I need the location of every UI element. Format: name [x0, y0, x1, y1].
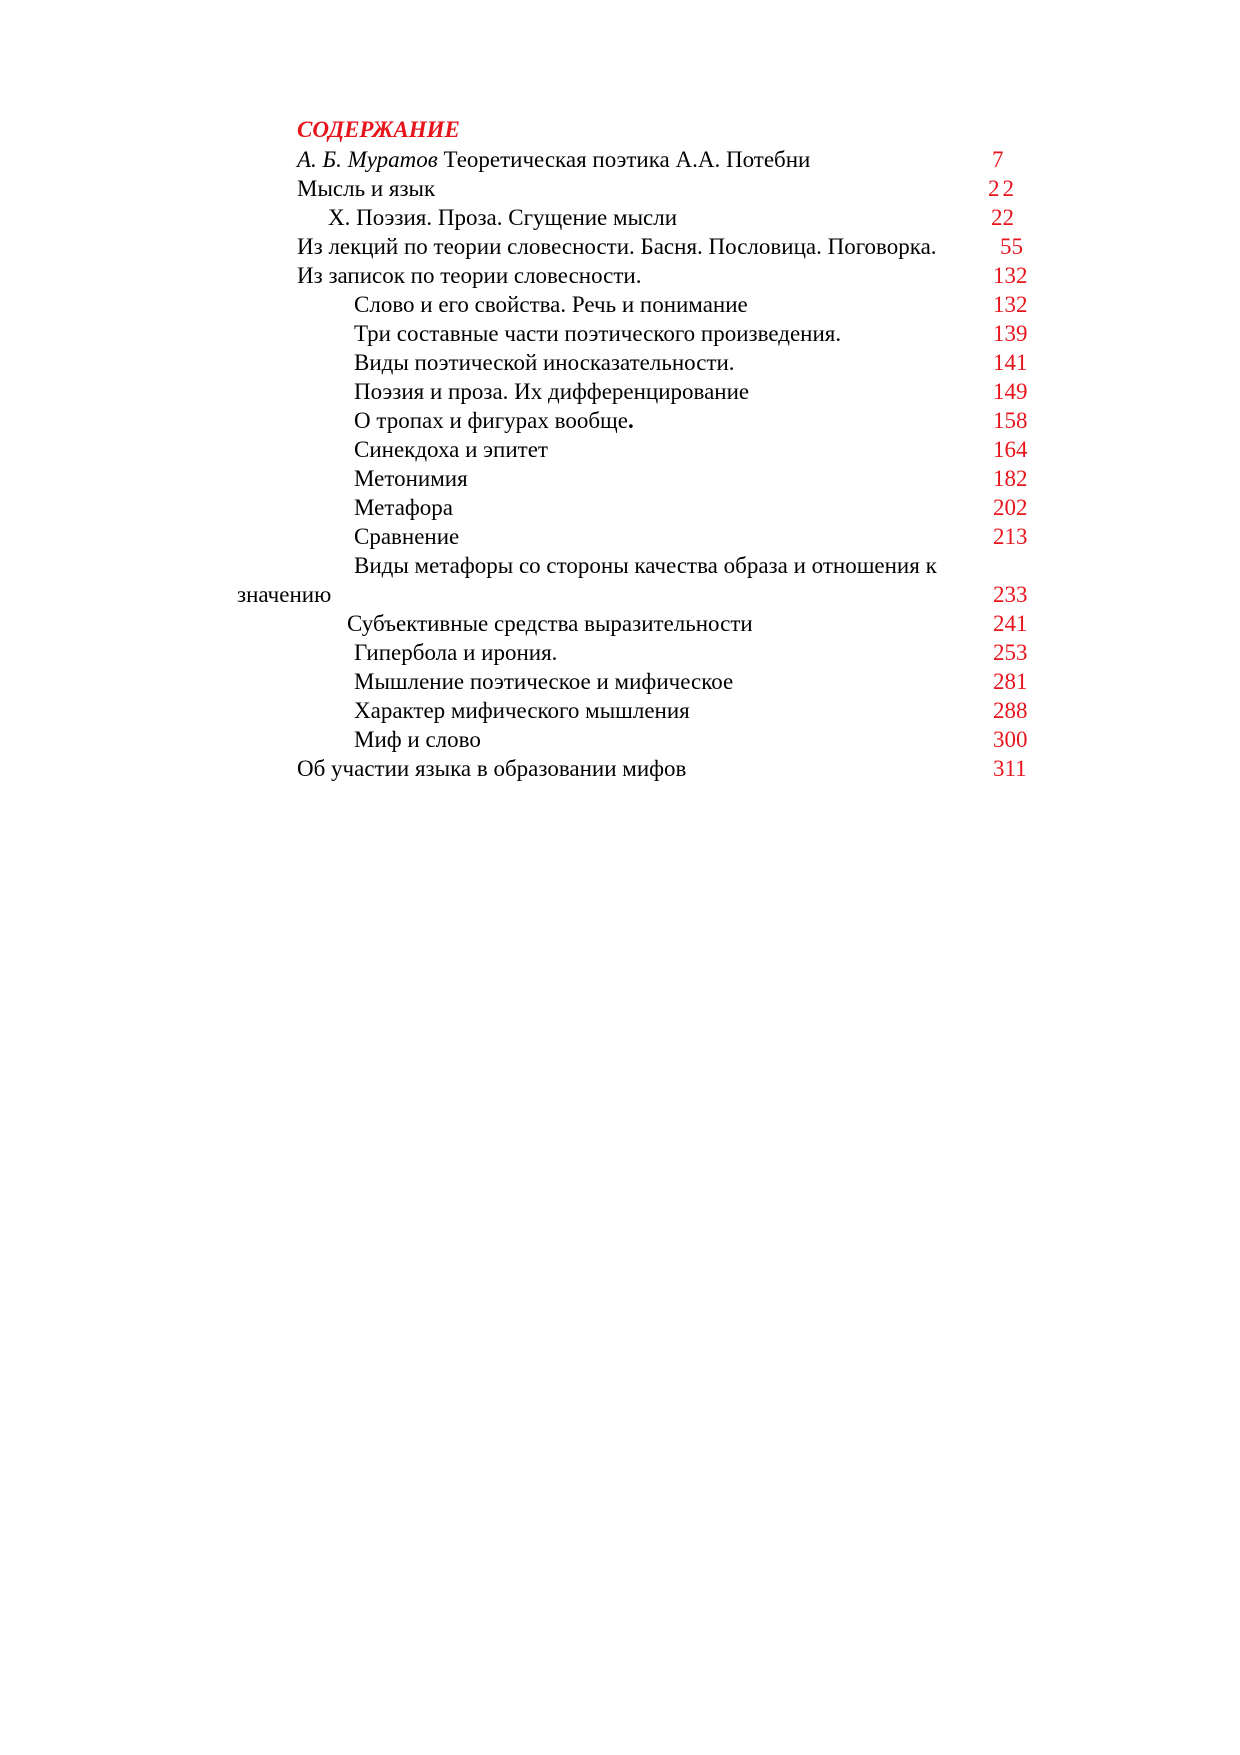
toc-entry-author: А. Б. Муратов — [297, 147, 438, 172]
toc-entry-page: 158 — [993, 408, 1028, 433]
toc-entry-text: Виды поэтической иносказательности. — [354, 350, 735, 375]
toc-entry — [0, 436, 1240, 464]
toc-entry-page: 311 — [993, 756, 1027, 781]
toc-entry — [0, 407, 1240, 435]
toc-entry — [0, 726, 1240, 754]
toc-entry-page: 164 — [993, 437, 1028, 462]
toc-entry-page: 182 — [993, 466, 1028, 491]
toc-entry — [0, 233, 1240, 261]
toc-entry — [0, 320, 1240, 348]
toc-entry-continuation — [0, 581, 1240, 609]
toc-entry — [0, 175, 1240, 203]
toc-entry-text: Метонимия — [354, 466, 468, 491]
toc-entry — [0, 697, 1240, 725]
toc-title: СОДЕРЖАНИЕ — [297, 117, 460, 142]
toc-entry-text: Мышление поэтическое и мифическое — [354, 669, 734, 694]
toc-entry-page: 213 — [993, 524, 1028, 549]
toc-entry-text: Виды метафоры со стороны качества образа и отношения к — [354, 553, 937, 578]
toc-entry — [0, 755, 1240, 783]
toc-entry-page: 288 — [993, 698, 1028, 723]
toc-entry — [0, 262, 1240, 290]
toc-entry — [0, 552, 1240, 580]
toc-entry-text: Синекдоха и эпитет — [354, 437, 548, 462]
toc-entry-text-end: . — [627, 408, 634, 433]
toc-entry-text: Три составные части поэтического произведения. — [354, 321, 842, 346]
toc-entry-page: 233 — [993, 582, 1028, 607]
toc-entry-text: Субъективные средства выразительности — [347, 611, 753, 636]
toc-entry-text: Гипербола и ирония. — [354, 640, 558, 665]
toc-entry-page: 149 — [993, 379, 1028, 404]
toc-entry-page: 202 — [993, 495, 1028, 520]
toc-entry-text: Метафора — [354, 495, 454, 520]
toc-entry-page: 141 — [993, 350, 1028, 375]
toc-entry — [0, 465, 1240, 493]
toc-entry — [0, 349, 1240, 377]
toc-entry-page: 7 — [992, 147, 1004, 172]
toc-entry-page: 139 — [993, 321, 1028, 346]
toc-entry-text: Мысль и язык — [297, 176, 436, 201]
toc-entry-text: О тропах и фигурах вообще — [354, 408, 628, 433]
toc-entry-text: Поэзия и проза. Их дифференцирование — [354, 379, 750, 404]
toc-entry-page: 22 — [988, 176, 1017, 201]
toc-entry — [0, 523, 1240, 551]
toc-entry — [0, 494, 1240, 522]
toc-entry-text: X. Поэзия. Проза. Сгущение мысли — [328, 205, 678, 230]
toc-entry-page: 132 — [993, 263, 1028, 288]
toc-entry — [0, 610, 1240, 638]
toc-entry-text: Из лекций по теории словесности. Басня. Пословица. Поговорка. — [297, 234, 937, 259]
toc-entry-text: Теоретическая поэтика А.А. Потебни — [443, 147, 811, 172]
toc-entry-page: 241 — [993, 611, 1028, 636]
toc-entry — [0, 291, 1240, 319]
toc-entry — [0, 204, 1240, 232]
toc-entry-page: 300 — [993, 727, 1028, 752]
toc-entry-page: 55 — [1000, 234, 1023, 259]
toc-entry — [0, 146, 1240, 174]
toc-entry — [0, 668, 1240, 696]
toc-entry-text: Миф и слово — [354, 727, 481, 752]
toc-entry — [0, 378, 1240, 406]
toc-entry-text: Из записок по теории словесности. — [297, 263, 642, 288]
toc-entry-text-continued: значению — [237, 582, 332, 607]
toc-entry — [0, 639, 1240, 667]
toc-entry-text: Об участии языка в образовании мифов — [297, 756, 687, 781]
toc-entry-text: Слово и его свойства. Речь и понимание — [354, 292, 748, 317]
toc-entry-text: Характер мифического мышления — [354, 698, 690, 723]
toc-entry-page: 132 — [993, 292, 1028, 317]
toc-entry-page: 253 — [993, 640, 1028, 665]
toc-entry-page: 281 — [993, 669, 1028, 694]
toc-entry-page: 22 — [991, 205, 1014, 230]
toc-entry-text: Сравнение — [354, 524, 460, 549]
